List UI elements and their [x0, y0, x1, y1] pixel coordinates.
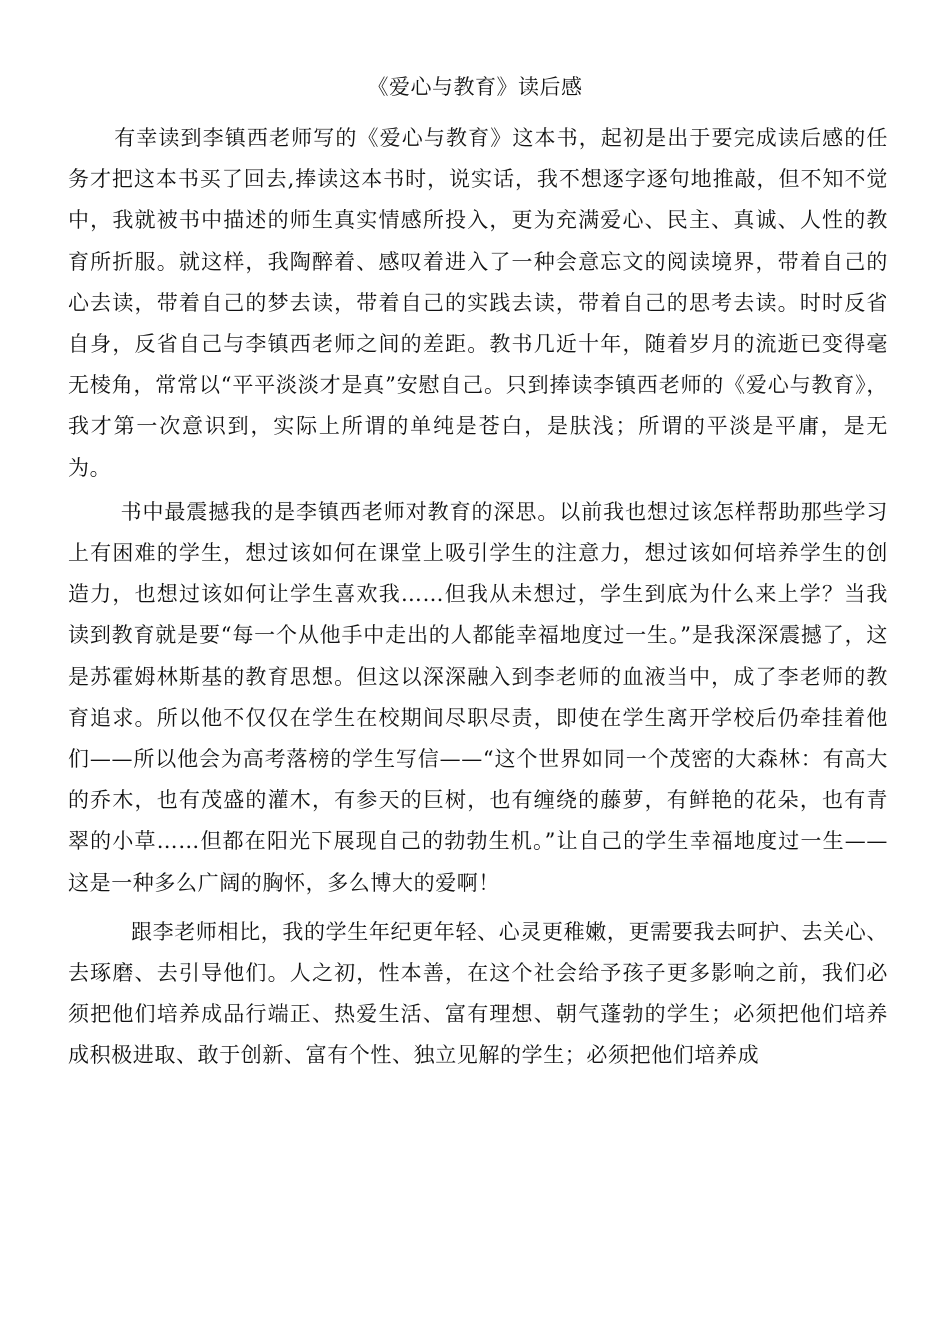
- document-body: [68, 118, 888, 1077]
- paragraph-1: 有幸读到李镇西老师写的《爱心与教育》这本书，起初是出于要完成读后感的任务才把这本书买了回去,捧读这本书时，说实话，我不想逐字逐句地推敲，但不知不觉中，我就被书中描述的师生真实情感所投入，更为充满爱心、民主、真诚、人性的教育所折服。就这样，我陶醉着、感叹着进入了一种会意忘文的阅读境界，带着自己的心去读，带着自己的梦去读，带着自己的实践去读，带着自己的思考去读。时时反省自身，反省自己与李镇西老师之间的差距。教书几近十年，随着岁月的流逝已变得毫无棱角，常常以“平平淡淡才是真”安慰自己。只到捧读李镇西老师的《爱心与教育》，我才第一次意识到，实际上所谓的单纯是苍白，是肤浅；所谓的平淡是平庸，是无为。: [68, 126, 888, 480]
- paragraph-2: 书中最震撼我的是李镇西老师对教育的深思。以前我也想过该怎样帮助那些学习上有困难的学生，想过该如何在课堂上吸引学生的注意力，想过该如何培养学生的创造力，也想过该如何让学生喜欢我……但我从未想过，学生到底为什么来上学？当我读到教育就是要“每一个从他手中走出的人都能幸福地度过一生。”是我深深震撼了，这是苏霍姆林斯基的教育思想。但这以深深融入到李老师的血液当中，成了李老师的教育追求。所以他不仅仅在学生在校期间尽职尽责，即使在学生离开学校后仍牵挂着他们——所以他会为高考落榜的学生写信——“这个世界如同一个茂密的大森林：有高大的乔木，也有茂盛的灌木，有参天的巨树，也有缠绕的藤萝，有鲜艳的花朵，也有青翠的小草……但都在阳光下展现自己的勃勃生机。”让自己的学生幸福地度过一生——这是一种多么广阔的胸怀，多么博大的爱啊！: [68, 499, 888, 895]
- paragraph-3: 跟李老师相比，我的学生年纪更年轻、心灵更稚嫩，更需要我去呵护、去关心、去琢磨、去引导他们。人之初，性本善，在这个社会给予孩子更多影响之前，我们必须把他们培养成品行端正、热爱生活、富有理想、朝气蓬勃的学生；必须把他们培养成积极进取、敢于创新、富有个性、独立见解的学生；必须把他们培养成: [68, 919, 888, 1068]
- document-title: 《爱心与教育》读后感: [367, 75, 583, 99]
